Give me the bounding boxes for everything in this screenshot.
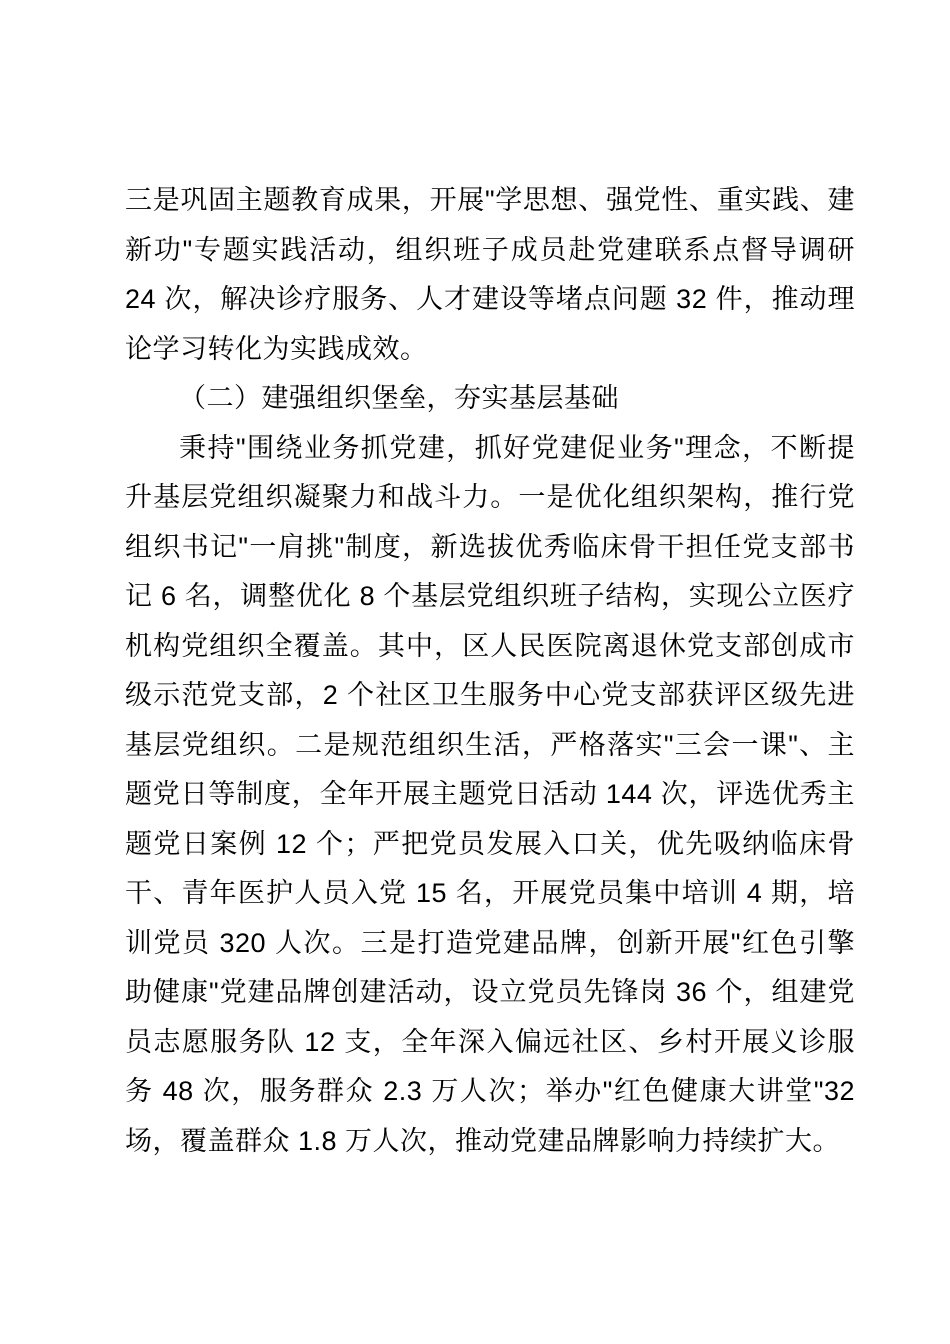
- document-text-block: [125, 176, 855, 1166]
- paragraph-grassroots-organization: 秉持"围绕业务抓党建，抓好党建促业务"理念，不断提升基层党组织凝聚力和战斗力。一是优化组织架构，推行党组织书记"一肩挑"制度，新选拔优秀临床骨干担任党支部书记 6 名，调整优化 8 个基层党组织班子结构，实现公立医疗机构党组织全覆盖。其中，区人民医院离退休党支部创成市级示范党支部，2 个社区卫生服务中心党支部获评区级先进基层党组织。二是规范组织生活，严格落实"三会一课"、主题党日等制度，全年开展主题党日活动 144 次，评选优秀主题党日案例 12 个；严把党员发展入口关，优先吸纳临床骨干、青年医护人员入党 15 名，开展党员集中培训 4 期，培训党员 320 人次。三是打造党建品牌，创新开展"红色引擎助健康"党建品牌创建活动，设立党员先锋岗 36 个，组建党员志愿服务队 12 支，全年深入偏远社区、乡村开展义诊服务 48 次，服务群众 2.3 万人次；举办"红色健康大讲堂"32 场，覆盖群众 1.8 万人次，推动党建品牌影响力持续扩大。: [125, 432, 855, 1156]
- paragraph-theme-education-results: 三是巩固主题教育成果，开展"学思想、强党性、重实践、建新功"专题实践活动，组织班子成员赴党建联系点督导调研 24 次，解决诊疗服务、人才建设等堵点问题 32 件，推动理论学习转化为实践成效。: [125, 185, 855, 364]
- section-heading-organization-fortress: （二）建强组织堡垒，夯实基层基础: [179, 383, 619, 413]
